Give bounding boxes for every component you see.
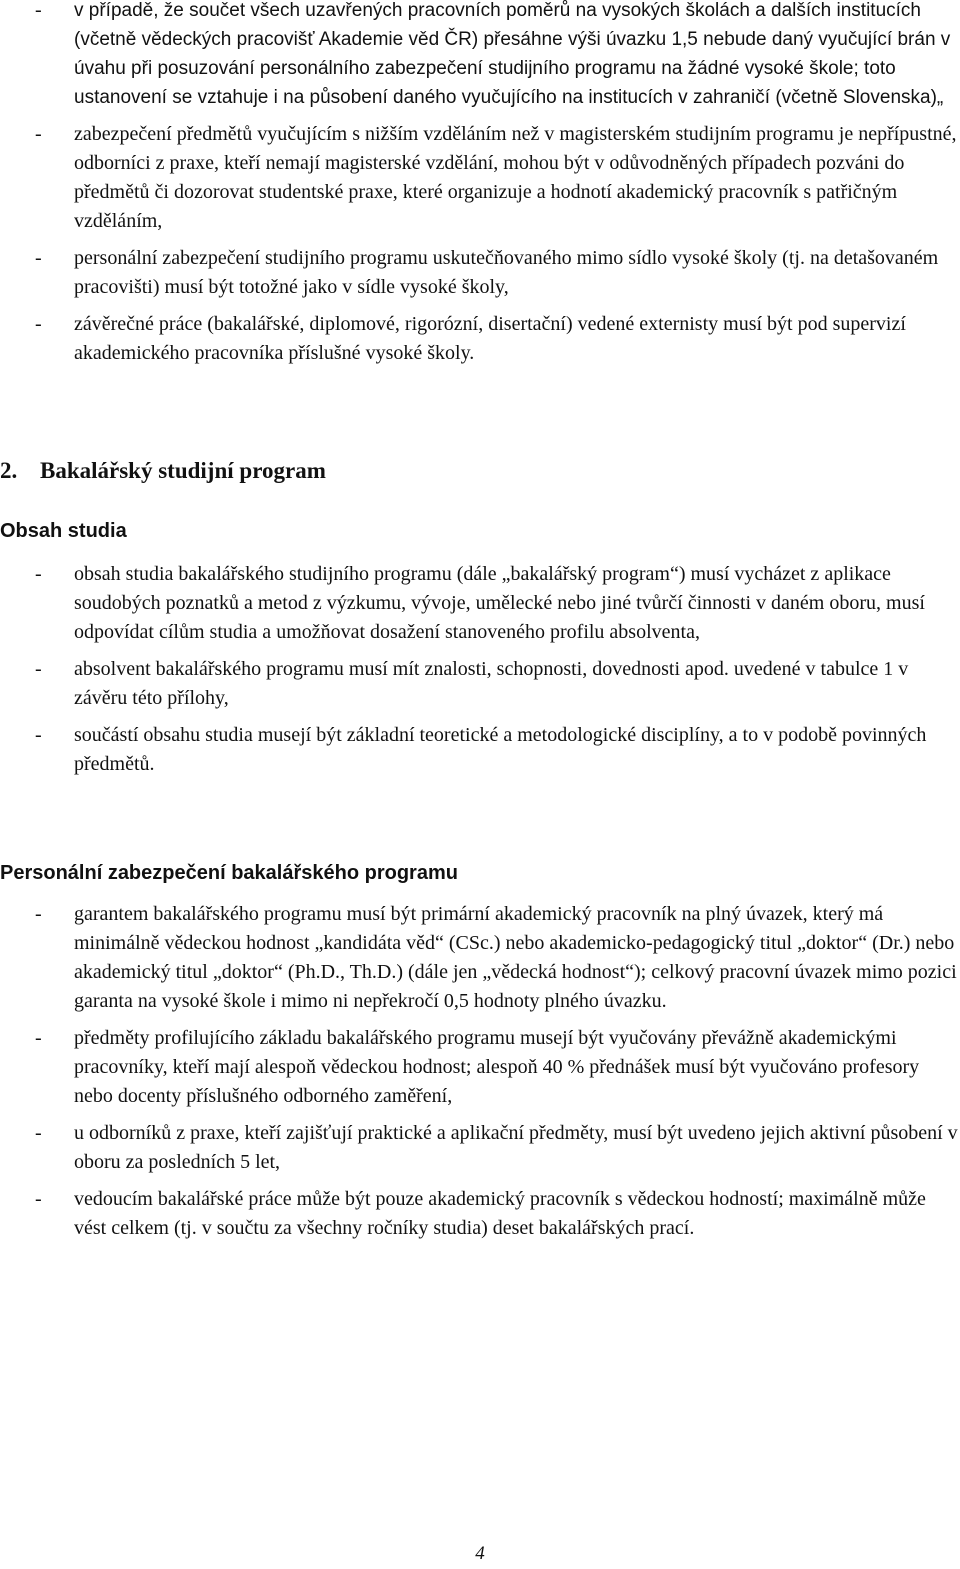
obsah-bullet-list — [0, 560, 960, 787]
bullet-dash: - — [35, 123, 42, 145]
list-item-text: absolvent bakalářského programu musí mít znalosti, schopnosti, dovednosti apod. uvedené v tabulce 1 v závěru této přílohy, — [74, 658, 909, 709]
list-item — [0, 120, 960, 236]
list-item-text: garantem bakalářského programu musí být primární akademický pracovník na plný úvazek, který má minimálně vědeckou hodnost „kandidáta věd“ (CSc.) nebo akademicko-pedagogický titul „doktor“ (Dr.) nebo akademický titul „doktor“ (Ph.D., Th.D.) (dále jen „vědecká hodnost“); celkový pracovní úvazek mimo pozici garanta na vysoké škole i mimo ni nepřekročí 0,5 hodnoty plného úvazku. — [74, 903, 957, 1012]
list-item — [0, 900, 960, 1016]
section-number: 2. — [0, 458, 18, 483]
page-number: 4 — [475, 1543, 485, 1564]
list-item — [0, 0, 960, 112]
section-title: Bakalářský studijní program — [40, 458, 326, 483]
list-item — [0, 721, 960, 779]
list-item — [0, 310, 960, 368]
list-item-text: součástí obsahu studia musejí být základní teoretické a metodologické disciplíny, a to v podobě povinných předmětů. — [74, 724, 927, 775]
personal-bullet-list — [0, 900, 960, 1251]
list-item-text: zabezpečení předmětů vyučujícím s nižším vzděláním než v magisterském studijním programu je nepřípustné, odborníci z praxe, kteří nemají magisterské vzdělání, mohou být v odůvodněných případech pozváni do předmětů či dozorovat studentské praxe, které organizuje a hodnotí akademický pracovník s patřičným vzděláním, — [74, 123, 957, 232]
list-item-text: předměty profilujícího základu bakalářského programu musejí být vyučovány převážně akademickými pracovníky, kteří mají alespoň vědeckou hodnost; alespoň 40 % přednášek musí být vyučováno profesory nebo docenty příslušného odborného zaměření, — [74, 1027, 920, 1107]
list-item — [0, 244, 960, 302]
bullet-dash: - — [35, 0, 42, 21]
list-item-text: vedoucím bakalářské práce může být pouze akademický pracovník s vědeckou hodností; maximálně může vést celkem (tj. v součtu za všechny ročníky studia) deset bakalářských prací. — [74, 1188, 926, 1239]
top-bullet-list — [0, 0, 960, 376]
bullet-dash: - — [35, 724, 42, 746]
list-item — [0, 655, 960, 713]
section-heading — [0, 458, 326, 484]
list-item — [0, 1024, 960, 1111]
list-item-text: závěrečné práce (bakalářské, diplomové, rigorózní, disertační) vedené externisty musí být pod supervizí akademického pracovníka příslušné vysoké školy. — [74, 313, 906, 364]
list-item-text: u odborníků z praxe, kteří zajišťují praktické a aplikační předměty, musí být uvedeno jejich aktivní působení v oboru za posledních 5 let, — [74, 1122, 958, 1173]
list-item — [0, 1119, 960, 1177]
personal-heading: Personální zabezpečení bakalářského programu — [0, 862, 458, 884]
list-item — [0, 1185, 960, 1243]
list-item — [0, 560, 960, 647]
bullet-dash: - — [35, 247, 42, 269]
bullet-dash: - — [35, 658, 42, 680]
list-item-text: obsah studia bakalářského studijního programu (dále „bakalářský program“) musí vycházet z aplikace soudobých poznatků a metod z výzkumu, vývoje, umělecké nebo jiné tvůrčí činnosti v daném oboru, musí odpovídat cílům studia a umožňovat dosažení stanoveného profilu absolventa, — [74, 563, 925, 643]
bullet-dash: - — [35, 1188, 42, 1210]
bullet-dash: - — [35, 1122, 42, 1144]
obsah-heading: Obsah studia — [0, 520, 127, 542]
bullet-dash: - — [35, 313, 42, 335]
bullet-dash: - — [35, 1027, 42, 1049]
bullet-dash: - — [35, 563, 42, 585]
bullet-dash: - — [35, 903, 42, 925]
list-item-text: personální zabezpečení studijního programu uskutečňovaného mimo sídlo vysoké školy (tj. na detašovaném pracovišti) musí být totožné jako v sídle vysoké školy, — [74, 247, 939, 298]
list-item-text: v případě, že součet všech uzavřených pracovních poměrů na vysokých školách a dalších institucích (včetně vědeckých pracovišť Akademie věd ČR) přesáhne výši úvazku 1,5 nebude daný vyučující brán v úvahu při posuzování personálního zabezpečení studijního programu na žádné vysoké škole; toto ustanovení se vztahuje i na působení daného vyučujícího na institucích v zahraničí (včetně Slovenska)„ — [74, 0, 951, 108]
